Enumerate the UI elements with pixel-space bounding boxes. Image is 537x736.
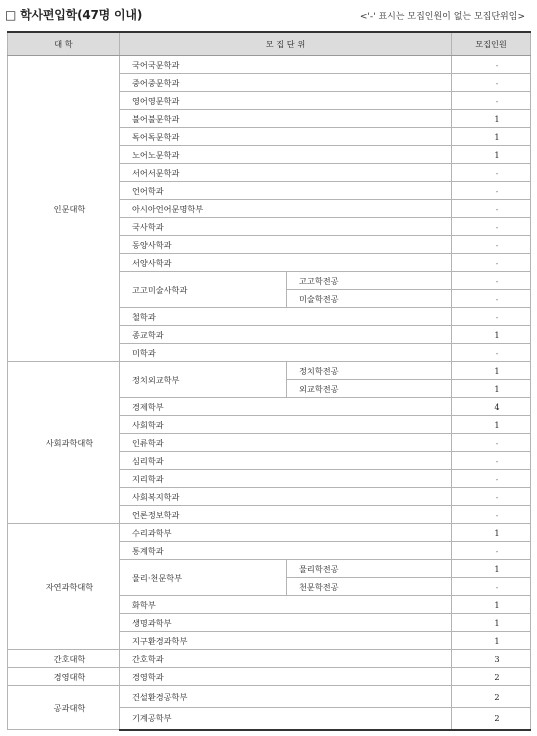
count-cell: 1 (452, 524, 531, 542)
table-row (8, 686, 531, 708)
count-cell: - (452, 308, 531, 326)
major-cell: 외교학전공 (287, 380, 452, 398)
count-cell: 4 (452, 398, 531, 416)
count-cell: - (452, 470, 531, 488)
count-cell: 3 (452, 650, 531, 668)
count-cell: - (452, 434, 531, 452)
count-cell: - (452, 542, 531, 560)
count-cell: 1 (452, 416, 531, 434)
unit-cell: 물리·천문학부 (120, 560, 287, 596)
unit-cell: 서어서문학과 (120, 164, 452, 182)
unit-cell: 수리과학부 (120, 524, 452, 542)
unit-cell: 종교학과 (120, 326, 452, 344)
unit-cell: 철학과 (120, 308, 452, 326)
unit-cell: 인류학과 (120, 434, 452, 452)
unit-cell: 화학부 (120, 596, 452, 614)
unit-cell: 지리학과 (120, 470, 452, 488)
unit-cell: 미학과 (120, 344, 452, 362)
count-cell: - (452, 488, 531, 506)
header-unit: 모 집 단 위 (120, 32, 452, 56)
unit-cell: 경영학과 (120, 668, 452, 686)
unit-cell: 언론정보학과 (120, 506, 452, 524)
major-cell: 고고학전공 (287, 272, 452, 290)
count-cell: - (452, 290, 531, 308)
unit-cell: 노어노문학과 (120, 146, 452, 164)
unit-cell: 고고미술사학과 (120, 272, 287, 308)
count-cell: - (452, 56, 531, 74)
unit-cell: 간호학과 (120, 650, 452, 668)
major-cell: 물리학전공 (287, 560, 452, 578)
table-row (8, 524, 531, 542)
count-cell: 1 (452, 380, 531, 398)
unit-cell: 언어학과 (120, 182, 452, 200)
count-cell: 1 (452, 128, 531, 146)
count-cell: - (452, 74, 531, 92)
unit-cell: 경제학부 (120, 398, 452, 416)
count-cell: 2 (452, 708, 531, 730)
college-cell: 경영대학 (8, 668, 120, 686)
unit-cell: 영어영문학과 (120, 92, 452, 110)
count-cell: - (452, 272, 531, 290)
unit-cell: 사회학과 (120, 416, 452, 434)
header-count: 모집인원 (452, 32, 531, 56)
count-cell: - (452, 200, 531, 218)
major-cell: 정치학전공 (287, 362, 452, 380)
table-row (8, 668, 531, 686)
header-college: 대 학 (8, 32, 120, 56)
unit-cell: 정치외교학부 (120, 362, 287, 398)
unit-cell: 아시아언어문명학부 (120, 200, 452, 218)
unit-cell: 통계학과 (120, 542, 452, 560)
unit-cell: 중어중문학과 (120, 74, 452, 92)
count-cell: - (452, 92, 531, 110)
unit-cell: 기계공학부 (120, 708, 452, 730)
unit-cell: 건설환경공학부 (120, 686, 452, 708)
count-cell: - (452, 182, 531, 200)
count-cell: 1 (452, 362, 531, 380)
count-cell: - (452, 218, 531, 236)
page-title: □ 학사편입학(47명 이내) (5, 8, 143, 22)
count-cell: - (452, 254, 531, 272)
college-cell: 인문대학 (8, 56, 120, 362)
college-cell: 사회과학대학 (8, 362, 120, 524)
count-cell: 1 (452, 632, 531, 650)
count-cell: - (452, 164, 531, 182)
table-row (8, 56, 531, 74)
count-cell: - (452, 344, 531, 362)
unit-cell: 국사학과 (120, 218, 452, 236)
count-cell: 2 (452, 668, 531, 686)
unit-cell: 국어국문학과 (120, 56, 452, 74)
count-cell: - (452, 578, 531, 596)
unit-cell: 서양사학과 (120, 254, 452, 272)
college-cell: 공과대학 (8, 686, 120, 730)
table-row (8, 362, 531, 380)
count-cell: 1 (452, 326, 531, 344)
unit-cell: 지구환경과학부 (120, 632, 452, 650)
count-cell: - (452, 452, 531, 470)
table-body (8, 56, 531, 730)
unit-cell: 불어불문학과 (120, 110, 452, 128)
count-cell: 1 (452, 110, 531, 128)
count-cell: - (452, 506, 531, 524)
count-cell: 2 (452, 686, 531, 708)
unit-cell: 사회복지학과 (120, 488, 452, 506)
table-row (8, 650, 531, 668)
admission-table (7, 31, 531, 731)
major-cell: 미술학전공 (287, 290, 452, 308)
major-cell: 천문학전공 (287, 578, 452, 596)
legend-note: <'-' 표시는 모집인원이 없는 모집단위임> (359, 12, 525, 22)
college-cell: 간호대학 (8, 650, 120, 668)
count-cell: 1 (452, 596, 531, 614)
count-cell: 1 (452, 614, 531, 632)
unit-cell: 생명과학부 (120, 614, 452, 632)
count-cell: 1 (452, 560, 531, 578)
count-cell: - (452, 236, 531, 254)
unit-cell: 동양사학과 (120, 236, 452, 254)
table-header-row (8, 32, 531, 56)
unit-cell: 심리학과 (120, 452, 452, 470)
unit-cell: 독어독문학과 (120, 128, 452, 146)
college-cell: 자연과학대학 (8, 524, 120, 650)
count-cell: 1 (452, 146, 531, 164)
